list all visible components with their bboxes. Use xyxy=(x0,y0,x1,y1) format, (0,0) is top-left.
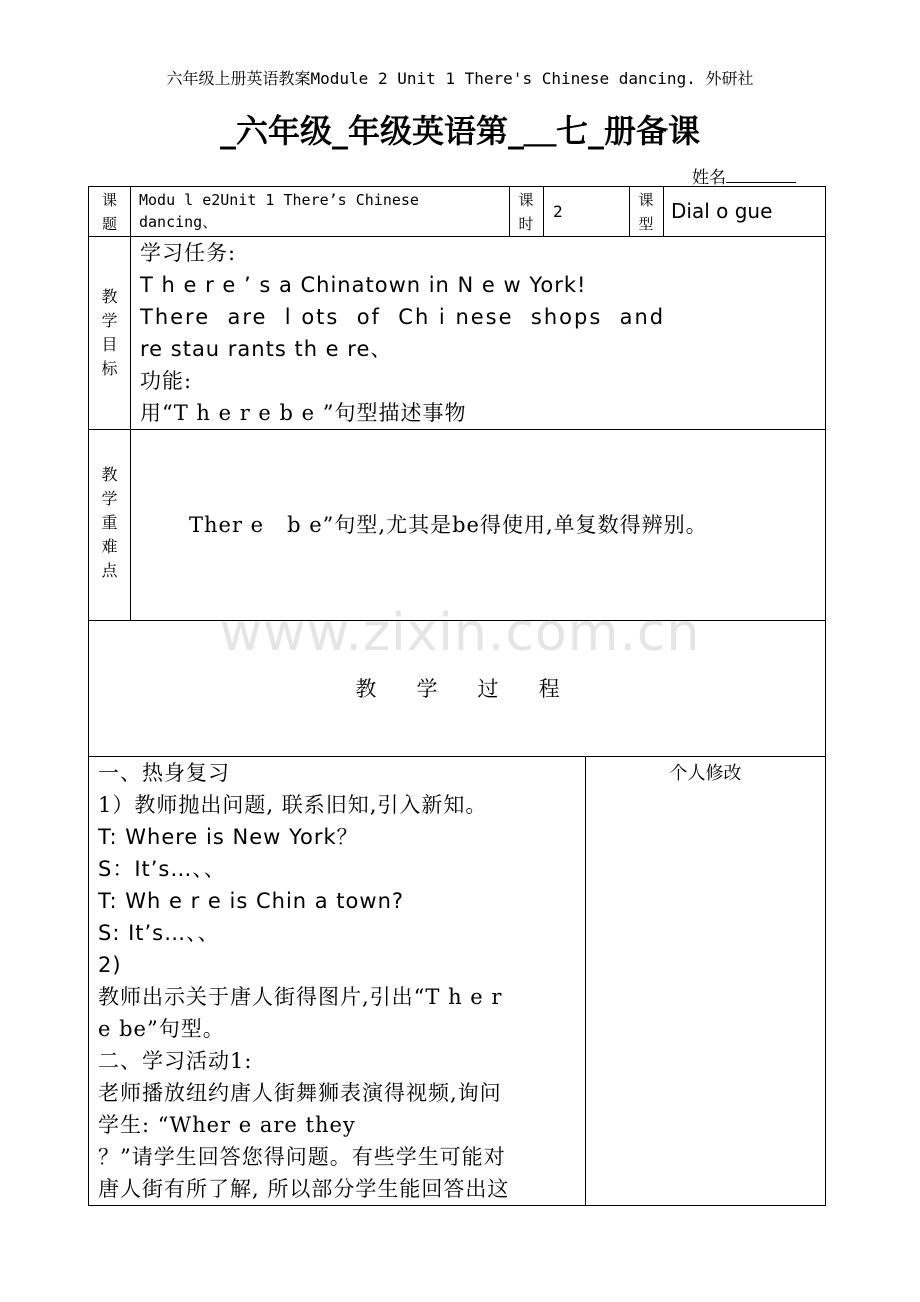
topic-value: Modu l e2Unit 1 There’s Chinese dancing、 xyxy=(139,191,419,231)
label-column-divider xyxy=(130,187,131,620)
content-line: T: Wh e r e is Chin a town? xyxy=(98,889,405,913)
keypoints-text: Ther e b e”句型,尤其是be得使用,单复数得辨别。 xyxy=(189,513,708,537)
keypoints-label-text: 教 学 重 难 点 xyxy=(101,465,118,580)
document-title: _六年级_年级英语第_＿七_册备课 xyxy=(219,112,700,150)
type-label-text: 课 型 xyxy=(638,191,654,233)
lesson-content xyxy=(98,757,582,1205)
name-label: 姓名 xyxy=(692,168,726,188)
period-label xyxy=(509,188,543,236)
content-line: 教师出示关于唐人街得图片,引出“T h e r xyxy=(98,985,503,1009)
content-line: T: Where is New York？ xyxy=(98,825,359,849)
process-heading: 教 学 过 程 xyxy=(355,677,560,701)
page-header: 六年级上册英语教案Module 2 Unit 1 There's Chinese dancing. 外研社 xyxy=(166,69,754,88)
content-side-divider xyxy=(585,756,586,1206)
period-value: 2 xyxy=(553,202,563,221)
goals-label-text: 教 学 目 标 xyxy=(101,287,118,378)
goals-line: re stau rants th e re、 xyxy=(140,337,393,361)
content-line: S：It’s…、、 xyxy=(98,857,226,881)
content-line: S: It’s…、、 xyxy=(98,921,220,945)
content-line: ？”请学生回答您得问题。有些学生可能对 xyxy=(98,1145,506,1169)
content-line: 2) xyxy=(98,953,122,977)
goals-label xyxy=(89,285,130,381)
content-line: e be”句型。 xyxy=(98,1017,225,1041)
goals-line: There are l ots of Ch i nese shops and xyxy=(140,305,666,329)
topic-label xyxy=(89,188,130,236)
content-line: 学生: “Wher e are they xyxy=(98,1113,356,1137)
topic-label-text: 课 题 xyxy=(101,191,117,233)
goals-line: 功能: xyxy=(140,369,193,393)
name-blank xyxy=(726,168,796,183)
type-value: Dial o gue xyxy=(671,199,773,223)
content-line: 一、热身复习 xyxy=(98,761,230,785)
content-line: 唐人街有所了解, 所以部分学生能回答出这 xyxy=(98,1177,510,1201)
goals-line: 学习任务: xyxy=(140,241,237,265)
lesson-plan-table xyxy=(88,186,826,1206)
watermark: www.zixin.com.cn xyxy=(219,603,701,663)
content-line: 1）教师抛出问题, 联系旧知,引入新知。 xyxy=(98,793,488,817)
name-field xyxy=(692,163,796,188)
type-label xyxy=(629,188,663,236)
period-label-text: 课 时 xyxy=(518,191,534,233)
personal-revision-label: 个人修改 xyxy=(669,763,742,784)
row1-divider-b xyxy=(543,187,544,236)
goals-line: 用“T h e r e b e ”句型描述事物 xyxy=(140,401,467,425)
row-divider-3 xyxy=(89,620,826,621)
keypoints-label xyxy=(89,463,130,583)
row-divider-2 xyxy=(89,429,826,430)
goals-line: T h e r e ’ s a Chinatown in N e w York! xyxy=(140,273,587,297)
row1-divider-d xyxy=(663,187,664,236)
goals-content xyxy=(140,237,820,429)
content-line: 二、学习活动1: xyxy=(98,1049,253,1073)
content-line: 老师播放纽约唐人街舞狮表演得视频,询问 xyxy=(98,1081,502,1105)
